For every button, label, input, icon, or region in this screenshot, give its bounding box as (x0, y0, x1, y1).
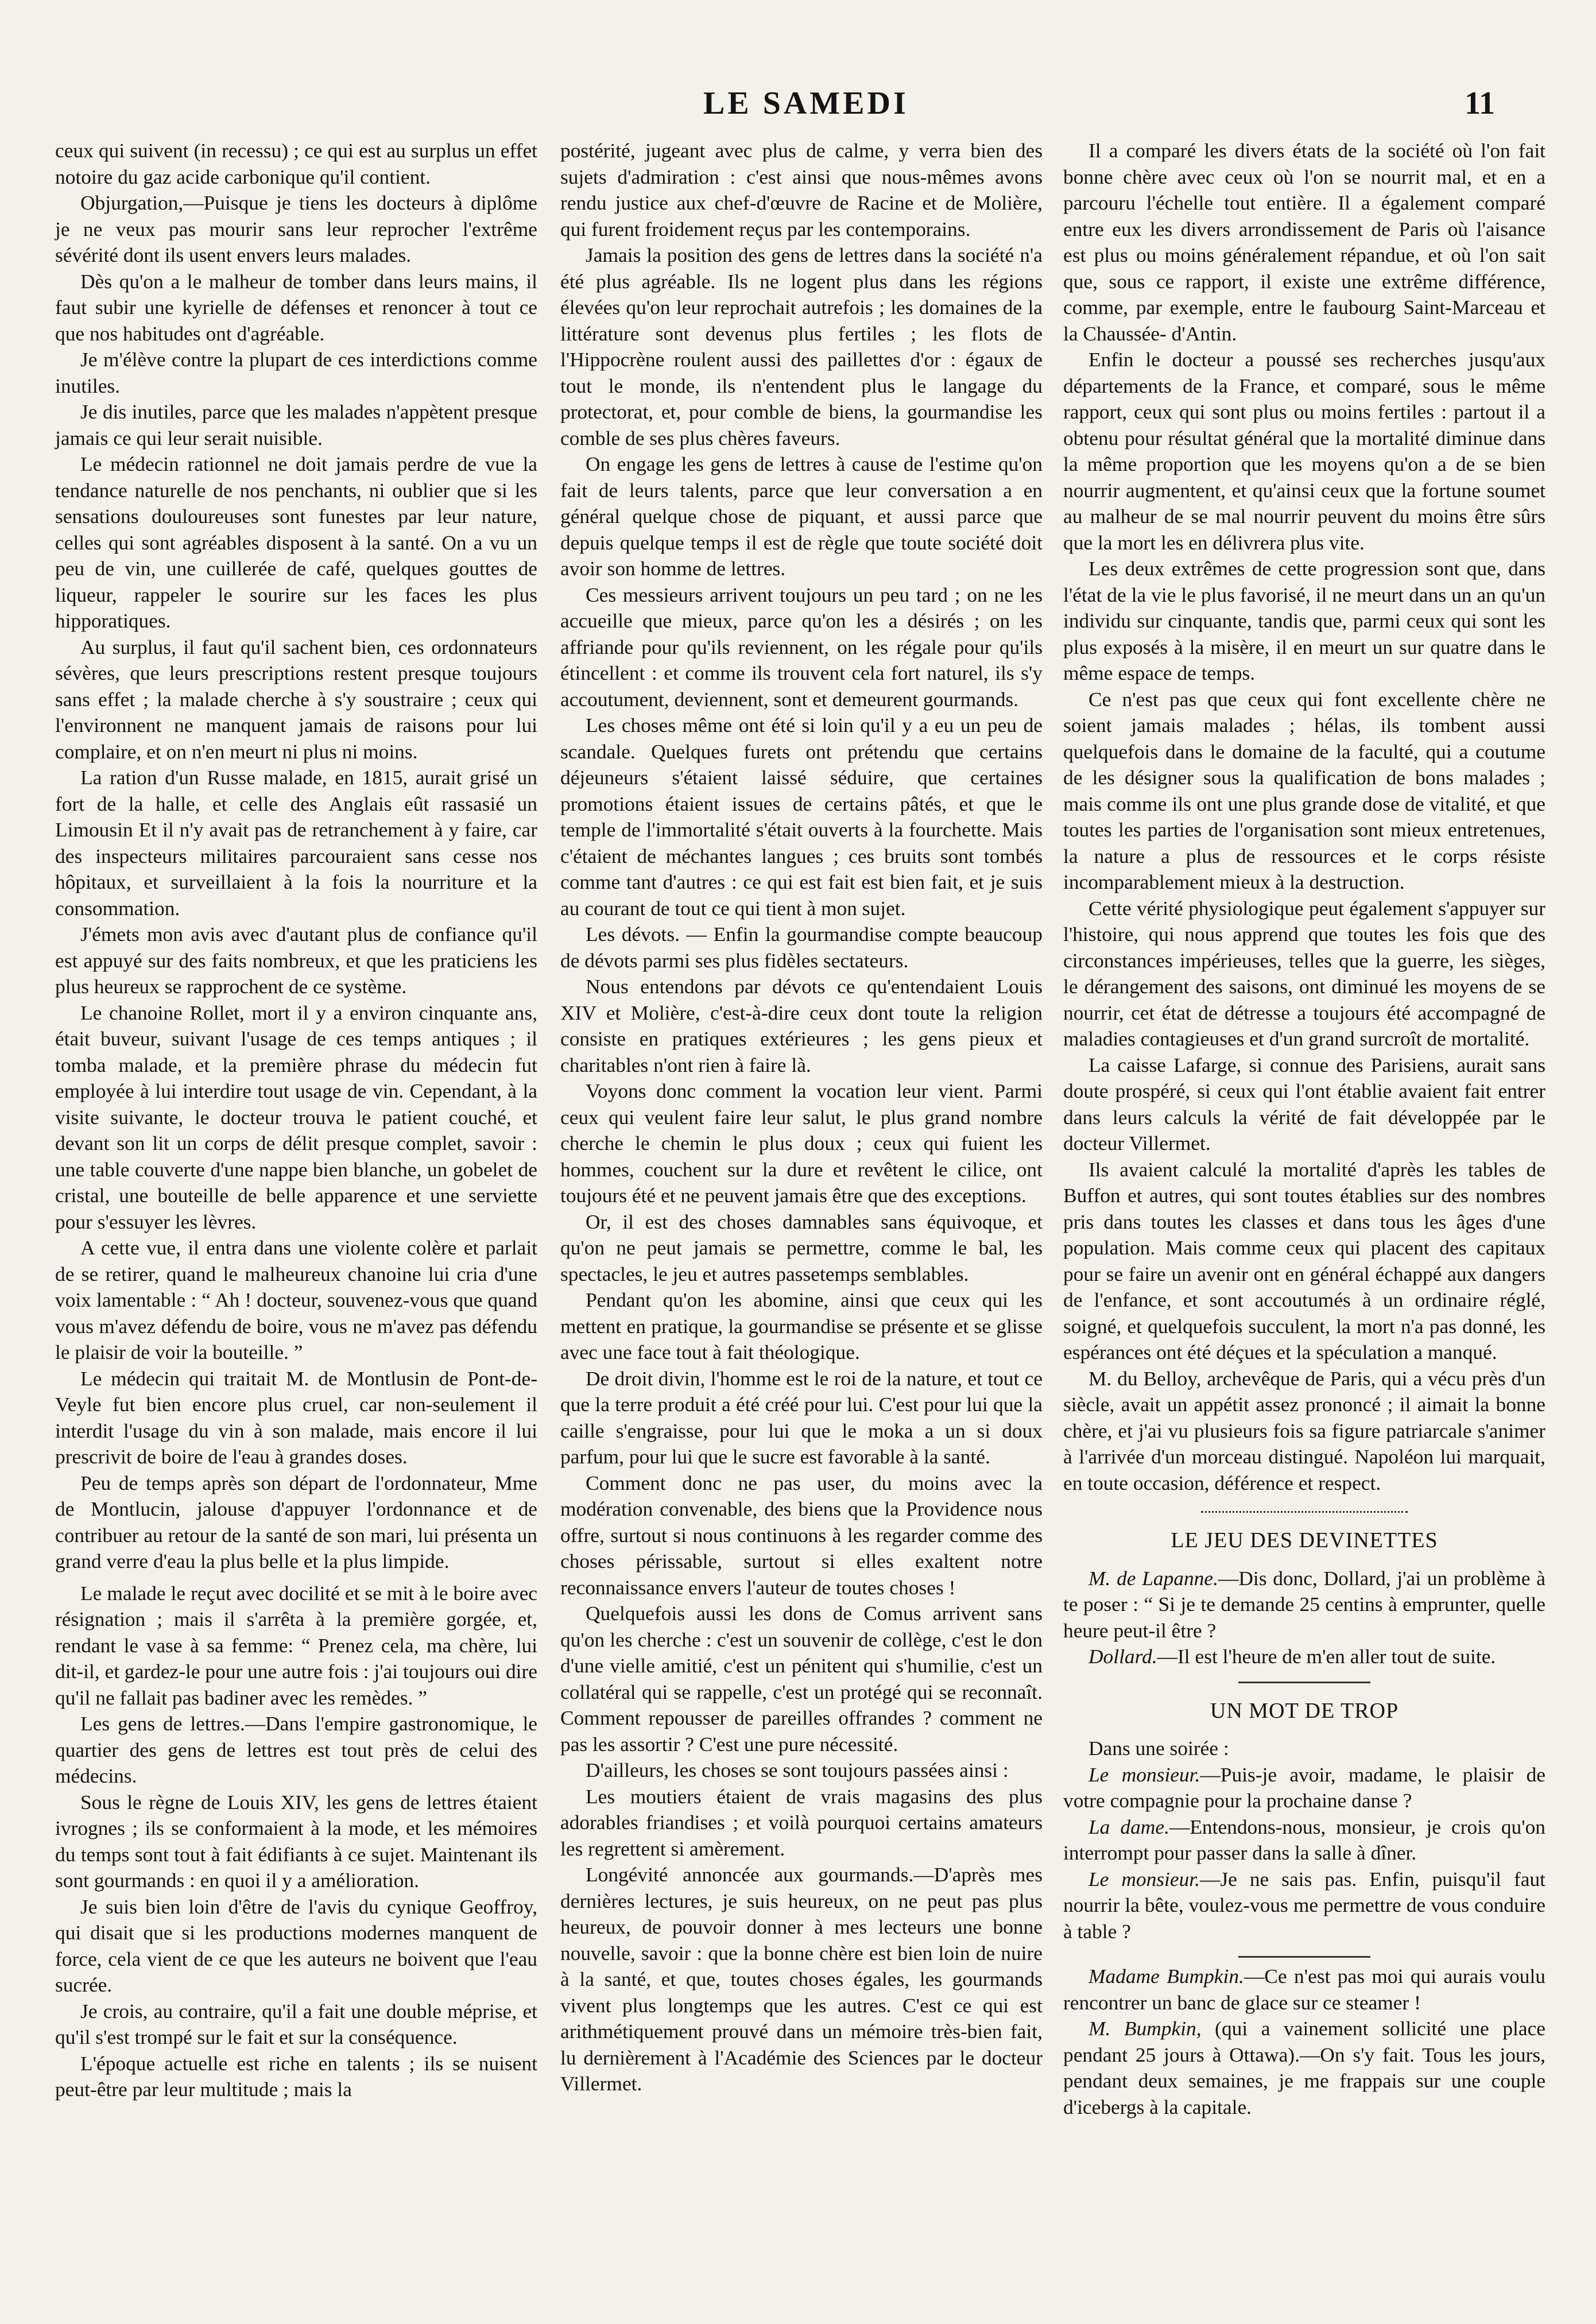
paragraph: Ils avaient calculé la mortalité d'après les tables de Buffon et autres, qui sont toutes établies sur des nombres pris dans toutes les classes et dans tous les âges d'une population. Mais comme ceux qui placent des capitaux pour se faire un avenir ont en général échappé aux dangers de l'enfance, et sont accoutumés à un ordinaire réglé, soigné, et quelquefois succulent, la mort n'a pas donné, les espérances ont été déçues et la spéculation a manqué. (1063, 1157, 1545, 1364)
paragraph: Ce n'est pas que ceux qui font excellente chère ne soient jamais malades ; hélas, ils tombent aussi quelquefois dans le domaine de la faculté, qui a coutume de les désigner sous la qualification de bons malades ; mais comme ils ont une plus grande dose de vitalité, et que toutes les parties de l'organisation sont mieux entretenues, la nature a plus de ressources et le corps résiste incomparablement mieux à la destruction. (1063, 687, 1545, 893)
paragraph: Cette vérité physiologique peut également s'appuyer sur l'histoire, qui nous apprend que toutes les fois que des circonstances impérieuses, telles que la guerre, les sièges, le dérangement des saisons, ont diminué les moyens de se nourrir, cet état de détresse a toujours été accompagné de maladies contagieuses et d'un grand surcroît de mortalité. (1063, 896, 1545, 1050)
paragraph: A cette vue, il entra dans une violente colère et parlait de se retirer, quand le malheureux chanoine lui cria d'une voix lamentable : “ Ah ! docteur, souvenez-vous que quand vous m'avez défendu de boire, vous ne m'avez pas défendu le plaisir de voir la bouteille. ” (55, 1236, 537, 1364)
speaker: M. Bumpkin, (1088, 2017, 1202, 2040)
page-header (0, 85, 1596, 125)
paragraph: Sous le règne de Louis XIV, les gens de lettres étaient ivrognes ; ils se conformaient à la mode, et les mémoires du temps sont tout à fait édifiants à ce sujet. Maintenant ils sont gourmands : en quoi il y a amélioration. (55, 1790, 537, 1892)
paragraph: Les gens de lettres.—Dans l'empire gastronomique, le quartier des gens de lettres est tout près de celui des médecins. (55, 1712, 537, 1787)
column-1 (55, 138, 537, 2103)
paragraph: Longévité annoncée aux gourmands.—D'après mes dernières lectures, je suis heureux, on ne peut pas plus heureux, de pouvoir donner à mes lecteurs une bonne nouvelle, savoir : que la bonne chère est bien loin de nuire à la santé, et que, toutes choses égales, les gourmands vivent plus longtemps que les autres. C'est ce qui est arithmétiquement prouvé dans un mémoire très-bien fait, lu dernièrement à l'Académie des Sciences par le docteur Villermet. (560, 1863, 1043, 2095)
paragraph: Je crois, au contraire, qu'il a fait une double méprise, et qu'il s'est trompé sur le fait et sur la conséquence. (55, 1999, 537, 2048)
paragraph: Les choses même ont été si loin qu'il y a eu un peu de scandale. Quelques furets ont prétendu que certains déjeuneurs s'étaient laissé séduire, que certaines promotions étaient issues de certains pâtés, et que le temple de l'immortalité s'était ouverts à la fourchette. Mais c'étaient de méchantes langues ; ces bruits sont tombés comme tant d'autres : ce qui est fait est bien fait, et je suis au courant de tout ce qui tient à mon sujet. (560, 714, 1043, 920)
paragraph: Je dis inutiles, parce que les malades n'appètent presque jamais ce qui leur serait nuisible. (55, 400, 537, 450)
paragraph: Objurgation,—Puisque je tiens les docteurs à diplôme je ne veux pas mourir sans leur reprocher l'extrême sévérité dont ils usent envers leurs malades. (55, 191, 537, 266)
speaker: La dame. (1088, 1815, 1169, 1838)
paragraph: L'époque actuelle est riche en talents ; ils se nuisent peut-être par leur multitude ; mais la (55, 2051, 537, 2101)
section-heading-mot-de-trop: UN MOT DE TROP (1210, 1698, 1399, 1723)
paragraph: postérité, jugeant avec plus de calme, y verra bien des sujets d'admiration : c'est ainsi que nous-mêmes avons rendu justice aux chef-d'œuvre de Racine et de Molière, qui furent froidement reçus par les contemporains. (560, 139, 1043, 241)
section-divider (1238, 1682, 1370, 1683)
speaker: M. de Lapanne. (1088, 1566, 1218, 1590)
paragraph: Le médecin qui traitait M. de Montlusin de Pont-de-Veyle fut bien encore plus cruel, car non-seulement il interdit l'usage du vin à son malade, mais encore il lui prescrivit de boire de l'eau à grandes doses. (55, 1366, 537, 1468)
paragraph: Je suis bien loin d'être de l'avis du cynique Geoffroy, qui disait que si les productions modernes manquent de force, cela vient de ce que les auteurs ne boivent que l'eau sucrée. (55, 1895, 537, 1996)
dialogue-line: Le monsieur.—Je ne sais pas. Enfin, puisqu'il faut nourrir la bête, voulez-vous me permettre de vous conduire à table ? (1063, 1867, 1545, 1943)
speaker: Dollard. (1088, 1645, 1157, 1668)
paragraph: Or, il est des choses damnables sans équivoque, et qu'on ne peut jamais se permettre, comme le bal, les spectacles, le jeu et autres passetemps semblables. (560, 1210, 1043, 1285)
paragraph: M. du Belloy, archevêque de Paris, qui a vécu près d'un siècle, avait un appétit assez prononcé ; il aimait la bonne chère, et j'ai vu plusieurs fois sa figure patriarcale s'animer à l'arrivée d'un morceau distingué. Napoléon lui marquait, en toute occasion, déférence et respect. (1063, 1366, 1545, 1494)
paragraph: Comment donc ne pas user, du moins avec la modération convenable, des biens que la Providence nous offre, surtout si nous continuons à les regarder comme des choses périssable, surtout si elles exaltent notre reconnaissance envers l'auteur de toutes choses ! (560, 1471, 1043, 1599)
column-3 (1063, 138, 1545, 2120)
paragraph: Quelquefois aussi les dons de Comus arrivent sans qu'on les cherche : c'est un souvenir de collège, c'est le don d'une vielle amitié, c'est un pénitent qui s'humilie, c'est un collatéral qui se rappelle, c'est un protégé qui se reconnaît. Comment repousser de pareilles offrandes ? comment ne pas les assortir ? C'est une pure nécessité. (560, 1602, 1043, 1756)
paragraph: Il a comparé les divers états de la société où l'on fait bonne chère avec ceux où l'on se nourrit mal, et en a parcouru l'échelle tout entière. Il a également comparé entre eux les divers arrondissement de Paris où l'aisance est plus ou moins généralement répandue, et où l'on sait que, sous ce rapport, il existe une extrême différence, comme, par exemple, entre le faubourg Saint-Marceau et la Chaussée- d'Antin. (1063, 139, 1545, 345)
paragraph: Le chanoine Rollet, mort il y a environ cinquante ans, était buveur, suivant l'usage de ces temps antiques ; il tomba malade, et la première phrase du médecin fut employée à lui interdire tout usage de vin. Cependant, à la visite suivante, le docteur trouva le patient couché, et devant son lit un corps de délit presque complet, savoir : une table couverte d'une nappe bien blanche, un gobelet de cristal, une bouteille de belle apparence et une serviette pour s'essuyer les lèvres. (55, 1001, 537, 1233)
speaker: Madame Bumpkin. (1088, 1965, 1244, 1988)
paragraph: Enfin le docteur a poussé ses recherches jusqu'aux départements de la France, et comparé, sous le même rapport, ceux qui sont plus ou moins fertiles : partout il a obtenu pour résultat général que la mortalité diminue dans la même proportion que les moyens qu'on a de se bien nourrir augmentent, et qu'ainsi ceux que la fortune soumet au malheur de se mal nourrir peuvent du moins être sûrs que la mort les en délivrera plus vite. (1063, 348, 1545, 554)
paragraph: Voyons donc comment la vocation leur vient. Parmi ceux qui veulent faire leur salut, le plus grand nombre cherche le chemin le plus doux ; ceux qui fuient les hommes, couchent sur la dure et revêtent le cilice, ont toujours été et ne peuvent jamais être que des exceptions. (560, 1079, 1043, 1207)
paragraph: Dès qu'on a le malheur de tomber dans leurs mains, il faut subir une kyrielle de défenses et renoncer à tout ce que nos habitudes ont d'agréable. (55, 269, 537, 345)
paragraph: Le malade le reçut avec docilité et se mit à le boire avec résignation ; mais il s'arrêta à la première gorgée, et, rendant le vase à sa femme: “ Prenez cela, ma chère, lui dit-il, et gardez-le pour une autre fois : j'ai toujours oui dire qu'il ne fallait pas badiner avec les remèdes. ” (55, 1581, 537, 1709)
paragraph: Les deux extrêmes de cette progression sont que, dans l'état de la vie le plus favorisé, il ne meurt dans un an qu'un individu sur cinquante, tandis que, parmi ceux qui sont les plus exposés à la misère, il en meurt un sur quatre dans le même espace de temps. (1063, 557, 1545, 684)
paragraph: J'émets mon avis avec d'autant plus de confiance qu'il est appuyé sur des faits nombreux, et que les praticiens les plus heureux se rapprochent de ce système. (55, 923, 537, 998)
page-number: 11 (1465, 86, 1495, 121)
dialogue-line: Dollard.—Il est l'heure de m'en aller tout de suite. (1088, 1645, 1496, 1668)
paragraph: Ces messieurs arrivent toujours un peu tard ; on ne les accueille que mieux, parce qu'on les a désirés ; on les affriande pour qu'ils reviennent, on les régale pour qu'ils étincellent : et comme ils trouvent cela fort naturel, ils s'y accoutument, deviennent, sont et demeurent gourmands. (560, 583, 1043, 711)
dialogue-line: M. Bumpkin, (qui a vainement sollicité une place pendant 25 jours à Ottawa).—On s'y fait. Tous les jours, pendant deux semaines, je me frappais sur une couple d'icebergs à la capitale. (1063, 2017, 1546, 2118)
dialogue-line: Le monsieur.—Puis-je avoir, madame, le plaisir de votre compagnie pour la prochaine danse ? (1063, 1763, 1545, 1812)
speaker: Le monsieur. (1088, 1867, 1200, 1891)
paragraph: Les moutiers étaient de vrais magasins des plus adorables friandises ; et voilà pourquoi certains amateurs les regrettent si amèrement. (560, 1784, 1043, 1860)
dialogue-line: M. de Lapanne.—Dis donc, Dollard, j'ai un problème à te poser : “ Si je te demande 25 centins à emprunter, quelle heure peut-il être ? (1063, 1566, 1545, 1642)
dialogue-intro: Dans une soirée : (1088, 1737, 1229, 1760)
column-2 (560, 138, 1043, 2097)
paragraph: Les dévots. — Enfin la gourmandise compte beaucoup de dévots parmi ses plus fidèles sectateurs. (560, 923, 1043, 972)
paragraph: Je m'élève contre la plupart de ces interdictions comme inutiles. (55, 348, 537, 397)
speaker: Le monsieur. (1088, 1763, 1200, 1786)
paragraph: La ration d'un Russe malade, en 1815, aurait grisé un fort de la halle, et celle des Anglais eût rassasié un Limousin Et il n'y avait pas de retranchement à y faire, car des inspecteurs militaires parcouraient sans cesse nos hôpitaux, et surveillaient à la fois la nourriture et la consommation. (55, 766, 537, 920)
paragraph: On engage les gens de lettres à cause de l'estime qu'on fait de leurs talents, parce que leur conversation a en général quelque chose de piquant, et aussi parce que depuis quelque temps il est de règle que toute société doit avoir son homme de lettres. (560, 452, 1043, 580)
paragraph: ceux qui suivent (in recessu) ; ce qui est au surplus un effet notoire du gaz acide carbonique qu'il contient. (55, 139, 537, 188)
paragraph: D'ailleurs, les choses se sont toujours passées ainsi : (586, 1759, 1009, 1781)
paragraph: Nous entendons par dévots ce qu'entendaient Louis XIV et Molière, c'est-à-dire ceux dont toute la religion consiste en pratiques extérieures ; les gens pieux et charitables n'ont rien à faire là. (560, 975, 1043, 1076)
dialogue-line: La dame.—Entendons-nous, monsieur, je crois qu'on interrompt pour passer dans la salle à dîner. (1063, 1815, 1545, 1864)
paragraph: Au surplus, il faut qu'il sachent bien, ces ordonnateurs sévères, que leurs prescriptions restent presque toujours sans effet ; la malade cherche à s'y soustraire ; ceux qui l'environnent ne manquent jamais de raisons pour lui complaire, et on n'en meurt ni plus ni moins. (55, 635, 537, 763)
dialogue-line: Madame Bumpkin.—Ce n'est pas moi qui aurais voulu rencontrer un banc de glace sur ce steamer ! (1063, 1965, 1545, 2014)
paragraph: Jamais la position des gens de lettres dans la société n'a été plus agréable. Ils ne logent plus dans les régions élevées qu'on leur reprochait autrefois ; les domaines de la littérature sont devenus plus fertiles ; les flots de l'Hippocrène roulent aussi des paillettes d'or : égaux de tout le monde, ils n'entendent plus le langage du protectorat, et, pour comble de biens, la gourmandise les comble de ses plus chères faveurs. (560, 243, 1043, 450)
paragraph: La caisse Lafarge, si connue des Parisiens, aurait sans doute prospéré, si ceux qui l'ont établie avaient fait entrer dans leurs calculs la vérité de fait développée par le docteur Villermet. (1063, 1053, 1545, 1155)
section-divider (1238, 1956, 1370, 1958)
newspaper-title: LE SAMEDI (703, 86, 909, 121)
paragraph: Peu de temps après son départ de l'ordonnateur, Mme de Montlucin, jalouse d'appuyer l'ordonnance et de contribuer au retour de la santé de son mari, lui présenta un grand verre d'eau la plus belle et la plus limpide. (55, 1471, 537, 1572)
paragraph: De droit divin, l'homme est le roi de la nature, et tout ce que la terre produit a été créé pour lui. C'est pour lui que la caille s'engraisse, pour lui que le moka a un si doux parfum, pour lui que le sucre est favorable à la santé. (560, 1366, 1043, 1468)
section-divider (1201, 1511, 1408, 1513)
paragraph: Pendant qu'on les abomine, ainsi que ceux qui les mettent en pratique, la gourmandise se présente et se glisse avec une face tout à fait théologique. (560, 1288, 1043, 1364)
paragraph: Le médecin rationnel ne doit jamais perdre de vue la tendance naturelle de nos penchants, ni oublier que si les sensations douloureuses sont funestes par leur nature, celles qui sont agréables disposent à la santé. On a vu un peu de vin, une cuillerée de café, quelques gouttes de liqueur, rappeler le sourire sur les faces les plus hipporatiques. (55, 452, 537, 632)
section-heading-devinettes: LE JEU DES DEVINETTES (1171, 1528, 1438, 1552)
